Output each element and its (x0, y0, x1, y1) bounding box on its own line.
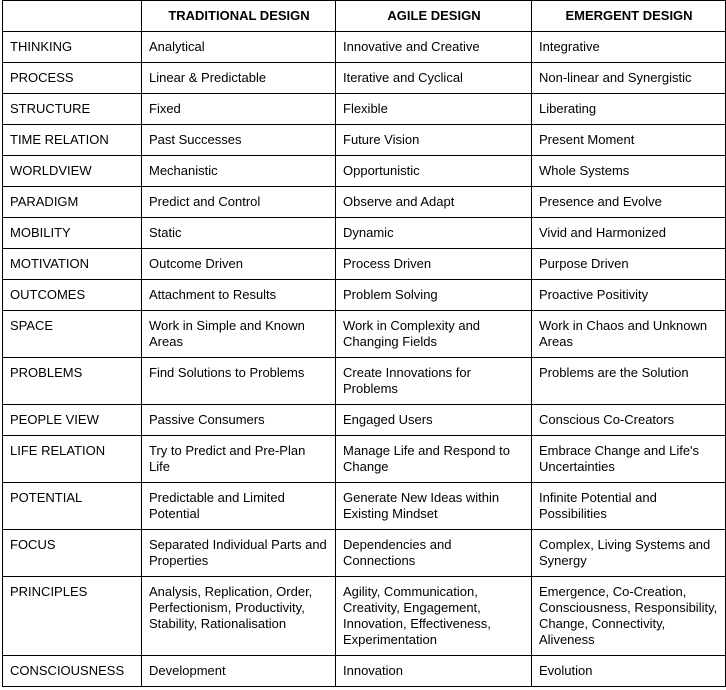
row-label: STRUCTURE (3, 94, 142, 125)
table-row (3, 311, 726, 358)
row-label: OUTCOMES (3, 280, 142, 311)
table-row (3, 94, 726, 125)
traditional-cell: Linear & Predictable (142, 63, 336, 94)
table-row (3, 358, 726, 405)
table-row (3, 405, 726, 436)
row-label: MOBILITY (3, 218, 142, 249)
header-empty-cell (3, 1, 142, 32)
emergent-cell: Problems are the Solution (532, 358, 726, 405)
design-comparison-table (2, 0, 726, 687)
table-row (3, 63, 726, 94)
table-row (3, 280, 726, 311)
table-row (3, 218, 726, 249)
emergent-cell: Vivid and Harmonized (532, 218, 726, 249)
traditional-cell: Development (142, 656, 336, 687)
emergent-cell: Work in Chaos and Unknown Areas (532, 311, 726, 358)
emergent-cell: Emergence, Co-Creation, Consciousness, Responsibility, Change, Connectivity, Aliveness (532, 577, 726, 656)
table-row (3, 32, 726, 63)
agile-cell: Observe and Adapt (336, 187, 532, 218)
emergent-cell: Conscious Co-Creators (532, 405, 726, 436)
emergent-cell: Non-linear and Synergistic (532, 63, 726, 94)
traditional-cell: Fixed (142, 94, 336, 125)
row-label: POTENTIAL (3, 483, 142, 530)
traditional-cell: Passive Consumers (142, 405, 336, 436)
row-label: CONSCIOUSNESS (3, 656, 142, 687)
header-row (3, 1, 726, 32)
table-row (3, 187, 726, 218)
agile-cell: Process Driven (336, 249, 532, 280)
traditional-cell: Outcome Driven (142, 249, 336, 280)
header-agile-design: AGILE DESIGN (336, 1, 532, 32)
table-row (3, 530, 726, 577)
emergent-cell: Purpose Driven (532, 249, 726, 280)
emergent-cell: Embrace Change and Life's Uncertainties (532, 436, 726, 483)
traditional-cell: Past Successes (142, 125, 336, 156)
row-label: FOCUS (3, 530, 142, 577)
row-label: SPACE (3, 311, 142, 358)
agile-cell: Iterative and Cyclical (336, 63, 532, 94)
emergent-cell: Infinite Potential and Possibilities (532, 483, 726, 530)
agile-cell: Dependencies and Connections (336, 530, 532, 577)
row-label: TIME RELATION (3, 125, 142, 156)
traditional-cell: Try to Predict and Pre-Plan Life (142, 436, 336, 483)
traditional-cell: Analytical (142, 32, 336, 63)
table-row (3, 656, 726, 687)
agile-cell: Problem Solving (336, 280, 532, 311)
traditional-cell: Separated Individual Parts and Properties (142, 530, 336, 577)
table-row (3, 249, 726, 280)
agile-cell: Work in Complexity and Changing Fields (336, 311, 532, 358)
agile-cell: Innovative and Creative (336, 32, 532, 63)
agile-cell: Dynamic (336, 218, 532, 249)
row-label: PARADIGM (3, 187, 142, 218)
traditional-cell: Find Solutions to Problems (142, 358, 336, 405)
table-row (3, 483, 726, 530)
agile-cell: Flexible (336, 94, 532, 125)
table-row (3, 125, 726, 156)
traditional-cell: Predict and Control (142, 187, 336, 218)
emergent-cell: Evolution (532, 656, 726, 687)
emergent-cell: Present Moment (532, 125, 726, 156)
emergent-cell: Presence and Evolve (532, 187, 726, 218)
agile-cell: Future Vision (336, 125, 532, 156)
agile-cell: Manage Life and Respond to Change (336, 436, 532, 483)
agile-cell: Innovation (336, 656, 532, 687)
agile-cell: Create Innovations for Problems (336, 358, 532, 405)
table-row (3, 156, 726, 187)
row-label: PROCESS (3, 63, 142, 94)
emergent-cell: Proactive Positivity (532, 280, 726, 311)
traditional-cell: Predictable and Limited Potential (142, 483, 336, 530)
table-row (3, 577, 726, 656)
row-label: PROBLEMS (3, 358, 142, 405)
row-label: LIFE RELATION (3, 436, 142, 483)
header-traditional-design: TRADITIONAL DESIGN (142, 1, 336, 32)
row-label: WORLDVIEW (3, 156, 142, 187)
agile-cell: Engaged Users (336, 405, 532, 436)
agile-cell: Agility, Communication, Creativity, Engagement, Innovation, Effectiveness, Experimentation (336, 577, 532, 656)
traditional-cell: Static (142, 218, 336, 249)
traditional-cell: Analysis, Replication, Order, Perfectionism, Productivity, Stability, Rationalisation (142, 577, 336, 656)
emergent-cell: Liberating (532, 94, 726, 125)
row-label: MOTIVATION (3, 249, 142, 280)
traditional-cell: Mechanistic (142, 156, 336, 187)
traditional-cell: Attachment to Results (142, 280, 336, 311)
row-label: PEOPLE VIEW (3, 405, 142, 436)
emergent-cell: Whole Systems (532, 156, 726, 187)
emergent-cell: Integrative (532, 32, 726, 63)
row-label: PRINCIPLES (3, 577, 142, 656)
traditional-cell: Work in Simple and Known Areas (142, 311, 336, 358)
agile-cell: Opportunistic (336, 156, 532, 187)
row-label: THINKING (3, 32, 142, 63)
header-emergent-design: EMERGENT DESIGN (532, 1, 726, 32)
agile-cell: Generate New Ideas within Existing Mindset (336, 483, 532, 530)
table-row (3, 436, 726, 483)
emergent-cell: Complex, Living Systems and Synergy (532, 530, 726, 577)
